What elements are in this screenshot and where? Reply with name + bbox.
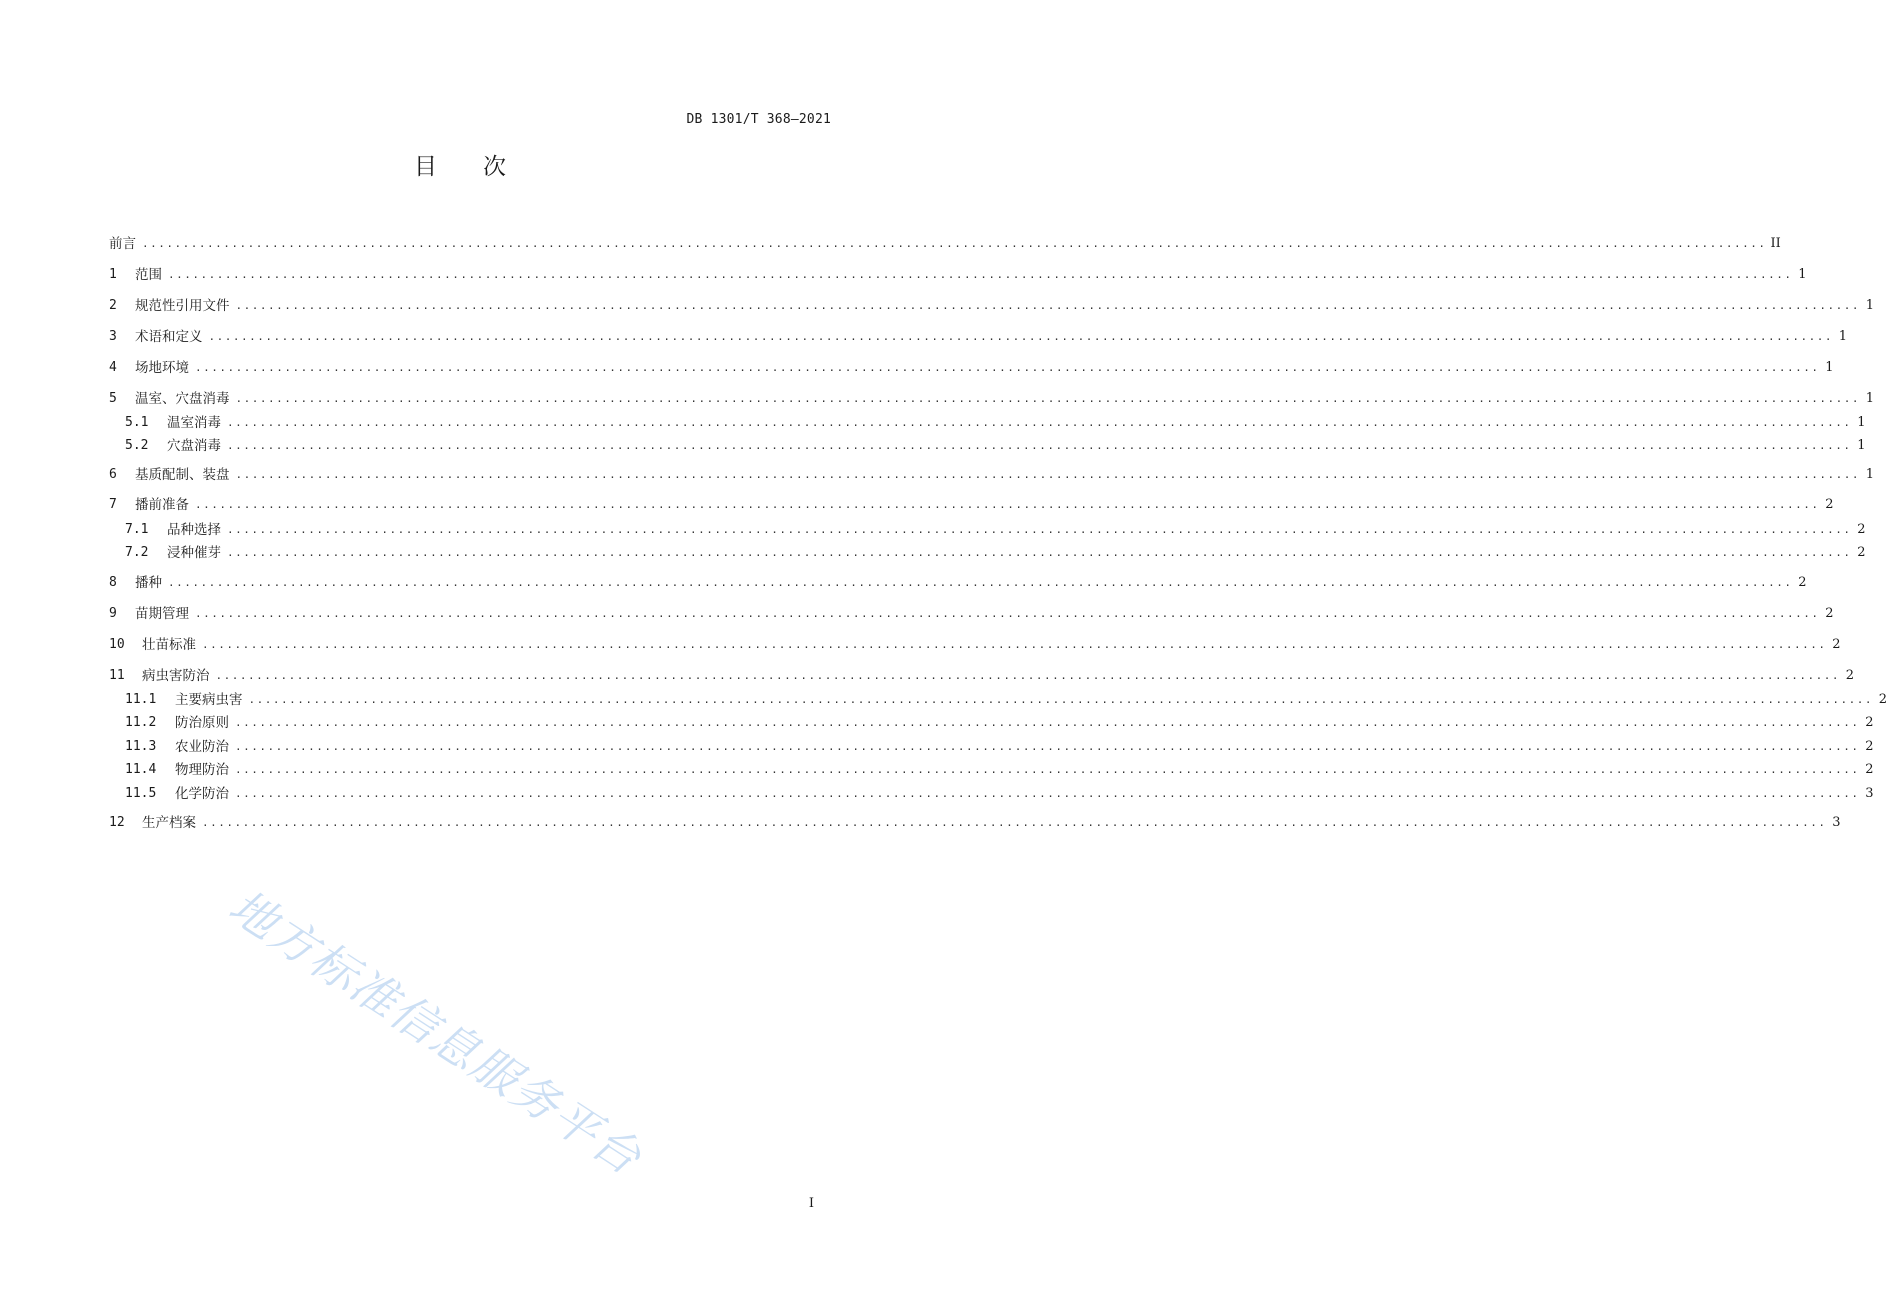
toc-number: 11.4 (125, 762, 157, 777)
page-title-char-1: 目 (414, 154, 437, 180)
toc-label: 规范性引用文件 (135, 298, 230, 314)
toc-subentry[interactable] (125, 784, 1874, 804)
toc-number: 7.1 (125, 522, 149, 537)
toc-page: 2 (1825, 497, 1834, 512)
toc-number: 11.2 (125, 715, 157, 730)
toc-entry[interactable] (109, 358, 1834, 378)
toc-label: 浸种催芽 (167, 545, 221, 561)
toc-number: 5.2 (125, 438, 149, 453)
toc-page: 1 (1865, 298, 1875, 313)
toc-page: 2 (1845, 668, 1855, 683)
toc-leader: ........................................................................................................................................................................................................ (235, 716, 1860, 729)
toc-label: 化学防治 (175, 786, 229, 802)
toc-label: 基质配制、装盘 (135, 467, 230, 483)
toc-label: 温室、穴盘消毒 (135, 391, 230, 407)
toc-subentry[interactable] (125, 413, 1866, 433)
toc-leader: ........................................................................................................................................................................................................ (235, 787, 1860, 800)
toc-page: 2 (1865, 762, 1874, 777)
toc-number: 5.1 (125, 415, 149, 430)
page-title-char-2: 次 (483, 154, 506, 180)
toc-page: 2 (1865, 715, 1874, 730)
toc-page: 1 (1798, 267, 1807, 282)
toc-label: 品种选择 (167, 522, 221, 538)
toc-subentry[interactable] (125, 737, 1874, 757)
toc-label: 病虫害防治 (142, 668, 210, 684)
toc-leader: ........................................................................................................................................................................................................ (142, 237, 1767, 250)
toc-entry[interactable] (109, 604, 1834, 624)
toc-leader: ........................................................................................................................................................................................................ (202, 816, 1827, 829)
toc-subentry[interactable] (125, 760, 1874, 780)
toc-number: 11 (109, 668, 125, 683)
toc-label: 穴盘消毒 (167, 438, 221, 454)
toc-entry[interactable] (109, 389, 1875, 409)
toc-number: 10 (109, 637, 125, 652)
toc-label: 场地环境 (135, 360, 189, 376)
toc-subentry[interactable] (125, 690, 1887, 710)
toc-page: 2 (1865, 739, 1874, 754)
toc-page: 3 (1865, 786, 1874, 801)
toc-entry[interactable] (109, 666, 1855, 686)
toc-number: 9 (109, 606, 117, 621)
toc-page: 1 (1857, 415, 1866, 430)
toc-label: 播种 (135, 575, 162, 591)
toc-number: 2 (109, 298, 117, 313)
toc-page: 2 (1832, 637, 1841, 652)
toc-label: 术语和定义 (135, 329, 203, 345)
toc-subentry[interactable] (125, 713, 1874, 733)
toc-label: 范围 (135, 267, 162, 283)
toc-leader: ........................................................................................................................................................................................................ (227, 439, 1852, 452)
toc-number: 11.3 (125, 739, 157, 754)
toc-leader: ........................................................................................................................................................................................................ (235, 299, 1861, 312)
toc-leader: ........................................................................................................................................................................................................ (235, 740, 1860, 753)
toc-label: 温室消毒 (167, 415, 221, 431)
toc-leader: ........................................................................................................................................................................................................ (168, 268, 1793, 281)
toc-entry[interactable] (109, 813, 1841, 833)
toc-label: 防治原则 (175, 715, 229, 731)
toc-page: II (1770, 236, 1781, 251)
toc-leader: ........................................................................................................................................................................................................ (195, 361, 1820, 374)
toc-page: 2 (1878, 692, 1887, 707)
toc-leader: ........................................................................................................................................................................................................ (195, 498, 1820, 511)
toc-leader: ........................................................................................................................................................................................................ (168, 576, 1793, 589)
toc-page: 1 (1838, 329, 1848, 344)
toc-number: 3 (109, 329, 117, 344)
toc-label: 壮苗标准 (142, 637, 196, 653)
toc-page: 2 (1798, 575, 1807, 590)
document-code: DB 1301/T 368—2021 (686, 112, 831, 127)
toc-label: 前言 (109, 236, 136, 252)
toc-label: 苗期管理 (135, 606, 189, 622)
toc-entry[interactable] (109, 296, 1875, 316)
toc-page: 1 (1865, 467, 1875, 482)
toc-number: 6 (109, 467, 117, 482)
toc-leader: ........................................................................................................................................................................................................ (195, 607, 1820, 620)
toc-page: 1 (1857, 438, 1866, 453)
toc-subentry[interactable] (125, 520, 1866, 540)
toc-page: 3 (1832, 815, 1841, 830)
toc-number: 7 (109, 497, 117, 512)
toc-entry[interactable] (109, 265, 1807, 285)
toc-leader: ........................................................................................................................................................................................................ (235, 392, 1861, 405)
toc-leader: ........................................................................................................................................................................................................ (202, 638, 1827, 651)
toc-leader: ........................................................................................................................................................................................................ (208, 330, 1834, 343)
toc-entry[interactable] (109, 465, 1875, 485)
toc-number: 12 (109, 815, 125, 830)
toc-leader: ........................................................................................................................................................................................................ (227, 416, 1852, 429)
toc-page: 2 (1825, 606, 1834, 621)
page-number: I (808, 1196, 814, 1211)
toc-page: 2 (1857, 522, 1866, 537)
toc-number: 11.1 (125, 692, 157, 707)
toc-leader: ........................................................................................................................................................................................................ (215, 669, 1841, 682)
toc-number: 5 (109, 391, 117, 406)
toc-page: 1 (1865, 391, 1875, 406)
toc-leader: ........................................................................................................................................................................................................ (227, 523, 1852, 536)
toc-page: 1 (1825, 360, 1834, 375)
toc-leader: ........................................................................................................................................................................................................ (227, 546, 1852, 559)
toc-label: 生产档案 (142, 815, 196, 831)
toc-number: 8 (109, 575, 117, 590)
toc-page: 2 (1857, 545, 1866, 560)
toc-number: 11.5 (125, 786, 157, 801)
toc-number: 4 (109, 360, 117, 375)
toc-entry[interactable] (109, 573, 1807, 593)
watermark-text: 地方标准信息服务平台 (219, 878, 652, 1186)
toc-leader: ........................................................................................................................................................................................................ (248, 693, 1874, 706)
toc-leader: ........................................................................................................................................................................................................ (235, 763, 1860, 776)
toc-number: 1 (109, 267, 117, 282)
toc-entry[interactable] (109, 635, 1841, 655)
toc-label: 主要病虫害 (175, 692, 243, 708)
toc-label: 物理防治 (175, 762, 229, 778)
page-title (0, 148, 920, 181)
toc-entry[interactable] (109, 495, 1834, 515)
toc-subentry[interactable] (125, 543, 1866, 563)
toc-subentry[interactable] (125, 436, 1866, 456)
toc-leader: ........................................................................................................................................................................................................ (235, 468, 1861, 481)
toc-entry[interactable] (109, 327, 1848, 347)
toc-number: 7.2 (125, 545, 149, 560)
toc-entry-foreword[interactable] (109, 234, 1781, 254)
toc-label: 农业防治 (175, 739, 229, 755)
toc-label: 播前准备 (135, 497, 189, 513)
